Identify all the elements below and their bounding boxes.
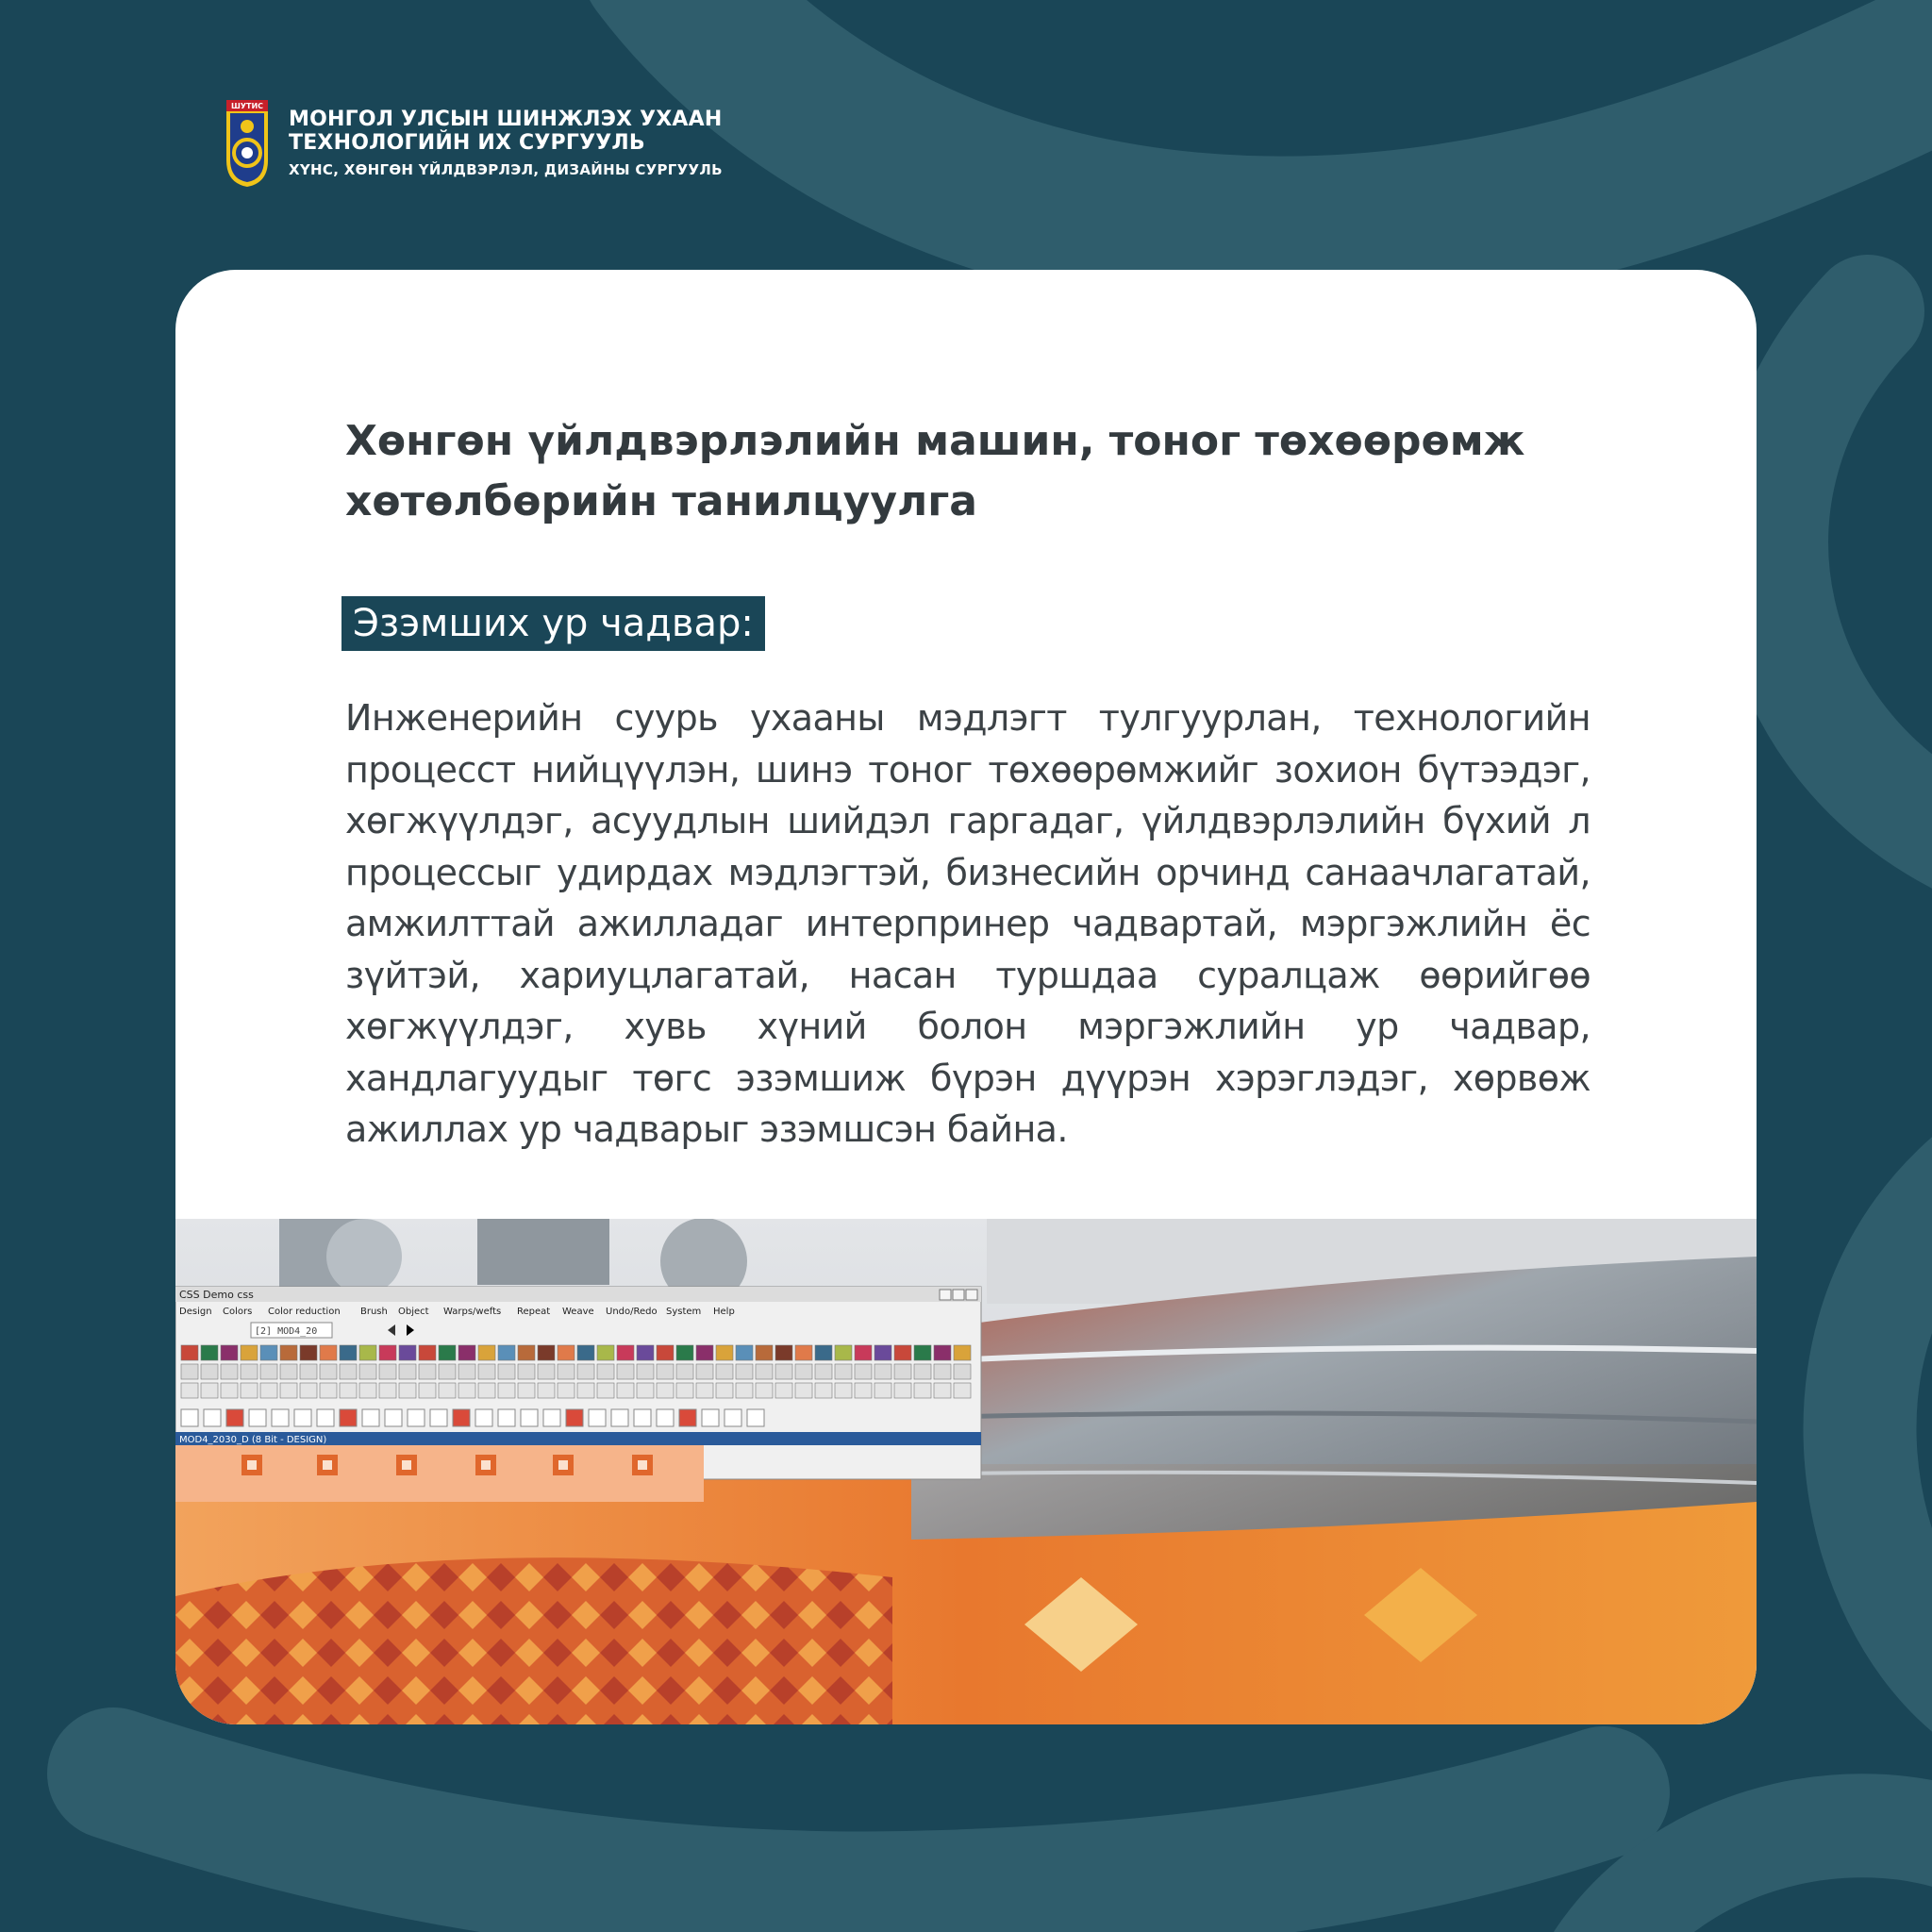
palette-swatch[interactable] [577, 1364, 594, 1379]
palette-swatch[interactable] [498, 1364, 515, 1379]
palette-swatch[interactable] [934, 1364, 951, 1379]
palette-swatch[interactable] [518, 1383, 535, 1398]
palette-swatch[interactable] [300, 1364, 317, 1379]
palette-swatch[interactable] [815, 1364, 832, 1379]
palette-swatch[interactable] [320, 1383, 337, 1398]
palette-swatch[interactable] [558, 1364, 575, 1379]
palette-swatch[interactable] [795, 1364, 812, 1379]
palette-swatch[interactable] [874, 1345, 891, 1360]
tool-button[interactable] [453, 1409, 470, 1426]
university-logo-icon [223, 98, 272, 189]
tool-button[interactable] [498, 1409, 515, 1426]
palette-swatch[interactable] [518, 1345, 535, 1360]
tool-button[interactable] [611, 1409, 628, 1426]
palette-swatch[interactable] [300, 1345, 317, 1360]
tool-button[interactable] [294, 1409, 311, 1426]
palette-swatch[interactable] [894, 1383, 911, 1398]
palette-swatch[interactable] [399, 1383, 416, 1398]
palette-swatch[interactable] [320, 1345, 337, 1360]
palette-swatch[interactable] [458, 1383, 475, 1398]
palette-swatch[interactable] [379, 1383, 396, 1398]
palette-swatch[interactable] [736, 1345, 753, 1360]
tool-button[interactable] [747, 1409, 764, 1426]
menu-color-reduction[interactable]: Color reduction [268, 1307, 341, 1317]
palette-swatch[interactable] [716, 1345, 733, 1360]
university-header [223, 98, 723, 189]
tool-button[interactable] [362, 1409, 379, 1426]
palette-swatch[interactable] [221, 1364, 238, 1379]
palette-swatch[interactable] [617, 1383, 634, 1398]
palette-swatch[interactable] [399, 1364, 416, 1379]
palette-swatch[interactable] [340, 1345, 357, 1360]
tool-button[interactable] [679, 1409, 696, 1426]
palette-swatch[interactable] [617, 1345, 634, 1360]
tool-button[interactable] [702, 1409, 719, 1426]
palette-swatch[interactable] [914, 1364, 931, 1379]
tool-button[interactable] [657, 1409, 674, 1426]
logo-text: ШУТИС [230, 102, 264, 110]
palette-swatch[interactable] [597, 1345, 614, 1360]
palette-swatch[interactable] [419, 1345, 436, 1360]
palette-swatch[interactable] [954, 1345, 971, 1360]
palette-swatch[interactable] [736, 1364, 753, 1379]
palette-swatch[interactable] [260, 1364, 277, 1379]
tool-button[interactable] [589, 1409, 606, 1426]
palette-swatch[interactable] [775, 1383, 792, 1398]
palette-swatch[interactable] [260, 1383, 277, 1398]
tool-button[interactable] [249, 1409, 266, 1426]
palette-swatch[interactable] [676, 1383, 693, 1398]
palette-swatch[interactable] [478, 1345, 495, 1360]
tool-button[interactable] [317, 1409, 334, 1426]
palette-swatch[interactable] [577, 1345, 594, 1360]
palette-swatch[interactable] [894, 1345, 911, 1360]
palette-swatch[interactable] [637, 1383, 654, 1398]
menu-weave[interactable]: Weave [562, 1307, 594, 1317]
palette-swatch[interactable] [815, 1383, 832, 1398]
palette-swatch[interactable] [775, 1364, 792, 1379]
palette-swatch[interactable] [221, 1345, 238, 1360]
tool-button[interactable] [272, 1409, 289, 1426]
palette-swatch[interactable] [201, 1383, 218, 1398]
palette-swatch[interactable] [756, 1364, 773, 1379]
palette-swatch[interactable] [201, 1364, 218, 1379]
palette-swatch[interactable] [458, 1364, 475, 1379]
palette-swatch[interactable] [399, 1345, 416, 1360]
tool-button[interactable] [475, 1409, 492, 1426]
palette-swatch[interactable] [538, 1345, 555, 1360]
design-combo[interactable]: [2] MOD4_20 [255, 1326, 318, 1337]
palette-swatch[interactable] [597, 1383, 614, 1398]
palette-swatch[interactable] [676, 1345, 693, 1360]
section-label: Эзэмших ур чадвар: [341, 596, 765, 651]
palette-swatch[interactable] [498, 1383, 515, 1398]
palette-swatch[interactable] [379, 1364, 396, 1379]
palette-swatch[interactable] [914, 1345, 931, 1360]
palette-swatch[interactable] [775, 1345, 792, 1360]
palette-swatch[interactable] [874, 1383, 891, 1398]
tool-button[interactable] [408, 1409, 425, 1426]
palette-swatch[interactable] [538, 1364, 555, 1379]
menu-help[interactable]: Help [713, 1307, 735, 1317]
palette-swatch[interactable] [795, 1383, 812, 1398]
palette-swatch[interactable] [419, 1364, 436, 1379]
menu-brush[interactable]: Brush [360, 1307, 388, 1317]
palette-swatch[interactable] [795, 1345, 812, 1360]
palette-swatch[interactable] [498, 1345, 515, 1360]
palette-swatch[interactable] [657, 1383, 674, 1398]
palette-swatch[interactable] [359, 1364, 376, 1379]
palette-swatch[interactable] [419, 1383, 436, 1398]
palette-swatch[interactable] [577, 1383, 594, 1398]
tool-button[interactable] [724, 1409, 741, 1426]
palette-swatch[interactable] [756, 1345, 773, 1360]
palette-swatch[interactable] [815, 1345, 832, 1360]
palette-swatch[interactable] [696, 1364, 713, 1379]
palette-swatch[interactable] [716, 1364, 733, 1379]
palette-swatch[interactable] [756, 1383, 773, 1398]
palette-swatch[interactable] [538, 1383, 555, 1398]
tool-button[interactable] [226, 1409, 243, 1426]
palette-swatch[interactable] [696, 1383, 713, 1398]
palette-swatch[interactable] [954, 1364, 971, 1379]
palette-swatch[interactable] [716, 1383, 733, 1398]
menu-repeat[interactable]: Repeat [517, 1307, 551, 1317]
tool-button[interactable] [634, 1409, 651, 1426]
palette-swatch[interactable] [340, 1364, 357, 1379]
tool-button[interactable] [181, 1409, 198, 1426]
palette-swatch[interactable] [934, 1383, 951, 1398]
body-paragraph: Инженерийн суурь ухааны мэдлэгт тулгуурлан, технологийн процесст нийцүүлэн, шинэ тоног төхөөрөмжийг зохион бүтээдэг, хөгжүүлдэг, асуудлын шийдэл гаргадаг, үйлдвэрлэлийн бүхий л процессыг удирдах мэдлэгтэй, бизнесийн орчинд санаачлагатай, амжилттай ажилладаг интерпринер чадвартай, мэргэжлийн ёс зүйтэй, хариуцлагатай, насан туршдаа суралцаж өөрийгөө хөгжүүлдэг, хувь хүний болон мэргэжлийн ур чадвар, хандлагуудыг төгс эзэмшиж бүрэн дүүрэн хэрэглэдэг, хөрвөж ажиллах ур чадварыг эзэмшсэн байна. [345, 697, 1591, 1150]
palette-swatch[interactable] [934, 1345, 951, 1360]
design-software-window [175, 1287, 981, 1502]
palette-swatch[interactable] [280, 1383, 297, 1398]
palette-swatch[interactable] [835, 1345, 852, 1360]
palette-swatch[interactable] [954, 1383, 971, 1398]
palette-swatch[interactable] [914, 1383, 931, 1398]
palette-swatch[interactable] [439, 1364, 456, 1379]
palette-swatch[interactable] [241, 1383, 258, 1398]
university-name-line2: ТЕХНОЛОГИЙН ИХ СУРГУУЛЬ [289, 131, 645, 155]
menu-system[interactable]: System [666, 1307, 702, 1317]
tool-button[interactable] [521, 1409, 538, 1426]
palette-swatch[interactable] [478, 1364, 495, 1379]
page-title: Хөнгөн үйлдвэрлэлийн машин, тоног төхөөрөмж хөтөлбөрийн танилцуулга [345, 417, 1525, 525]
tool-button[interactable] [566, 1409, 583, 1426]
school-name: ХҮНС, ХӨНГӨН ҮЙЛДВЭРЛЭЛ, ДИЗАЙНЫ СУРГУУЛЬ [289, 161, 723, 178]
palette-swatch[interactable] [894, 1364, 911, 1379]
palette-swatch[interactable] [201, 1345, 218, 1360]
palette-swatch[interactable] [855, 1345, 872, 1360]
palette-swatch[interactable] [657, 1364, 674, 1379]
tool-button[interactable] [430, 1409, 447, 1426]
palette-swatch[interactable] [874, 1364, 891, 1379]
tool-button[interactable] [340, 1409, 357, 1426]
palette-swatch[interactable] [379, 1345, 396, 1360]
menu-object[interactable]: Object [398, 1307, 429, 1317]
palette-swatch[interactable] [439, 1383, 456, 1398]
palette-swatch[interactable] [478, 1383, 495, 1398]
palette-swatch[interactable] [558, 1383, 575, 1398]
tool-button[interactable] [204, 1409, 221, 1426]
palette-swatch[interactable] [657, 1345, 674, 1360]
textile-machinery-photo [175, 1219, 1757, 1724]
content-card [175, 270, 1757, 1724]
palette-swatch[interactable] [855, 1364, 872, 1379]
tool-button[interactable] [543, 1409, 560, 1426]
menu-colors[interactable]: Colors [223, 1307, 253, 1317]
palette-swatch[interactable] [835, 1364, 852, 1379]
palette-swatch[interactable] [359, 1383, 376, 1398]
palette-swatch[interactable] [439, 1345, 456, 1360]
palette-swatch[interactable] [260, 1345, 277, 1360]
palette-swatch[interactable] [696, 1345, 713, 1360]
palette-swatch[interactable] [676, 1364, 693, 1379]
palette-swatch[interactable] [241, 1364, 258, 1379]
palette-swatch[interactable] [617, 1364, 634, 1379]
palette-swatch[interactable] [558, 1345, 575, 1360]
university-name-line1: МОНГОЛ УЛСЫН ШИНЖЛЭХ УХААН [289, 108, 723, 131]
palette-swatch[interactable] [458, 1345, 475, 1360]
palette-swatch[interactable] [637, 1364, 654, 1379]
design-status: MOD4_2030_D (8 Bit - DESIGN) [179, 1435, 327, 1445]
palette-swatch[interactable] [181, 1364, 198, 1379]
palette-swatch[interactable] [221, 1383, 238, 1398]
palette-swatch[interactable] [637, 1345, 654, 1360]
palette-swatch[interactable] [835, 1383, 852, 1398]
software-title: CSS Demo css [179, 1289, 254, 1301]
palette-swatch[interactable] [181, 1345, 198, 1360]
palette-swatch[interactable] [518, 1364, 535, 1379]
palette-swatch[interactable] [359, 1345, 376, 1360]
palette-swatch[interactable] [280, 1345, 297, 1360]
palette-swatch[interactable] [241, 1345, 258, 1360]
menu-undo-redo[interactable]: Undo/Redo [606, 1307, 658, 1317]
menu-warps-wefts[interactable]: Warps/wefts [443, 1307, 502, 1317]
palette-swatch[interactable] [320, 1364, 337, 1379]
palette-swatch[interactable] [280, 1364, 297, 1379]
palette-swatch[interactable] [181, 1383, 198, 1398]
menu-design[interactable]: Design [179, 1307, 212, 1317]
palette-swatch[interactable] [300, 1383, 317, 1398]
tool-button[interactable] [385, 1409, 402, 1426]
palette-swatch[interactable] [340, 1383, 357, 1398]
palette-swatch[interactable] [855, 1383, 872, 1398]
palette-swatch[interactable] [736, 1383, 753, 1398]
palette-swatch[interactable] [597, 1364, 614, 1379]
